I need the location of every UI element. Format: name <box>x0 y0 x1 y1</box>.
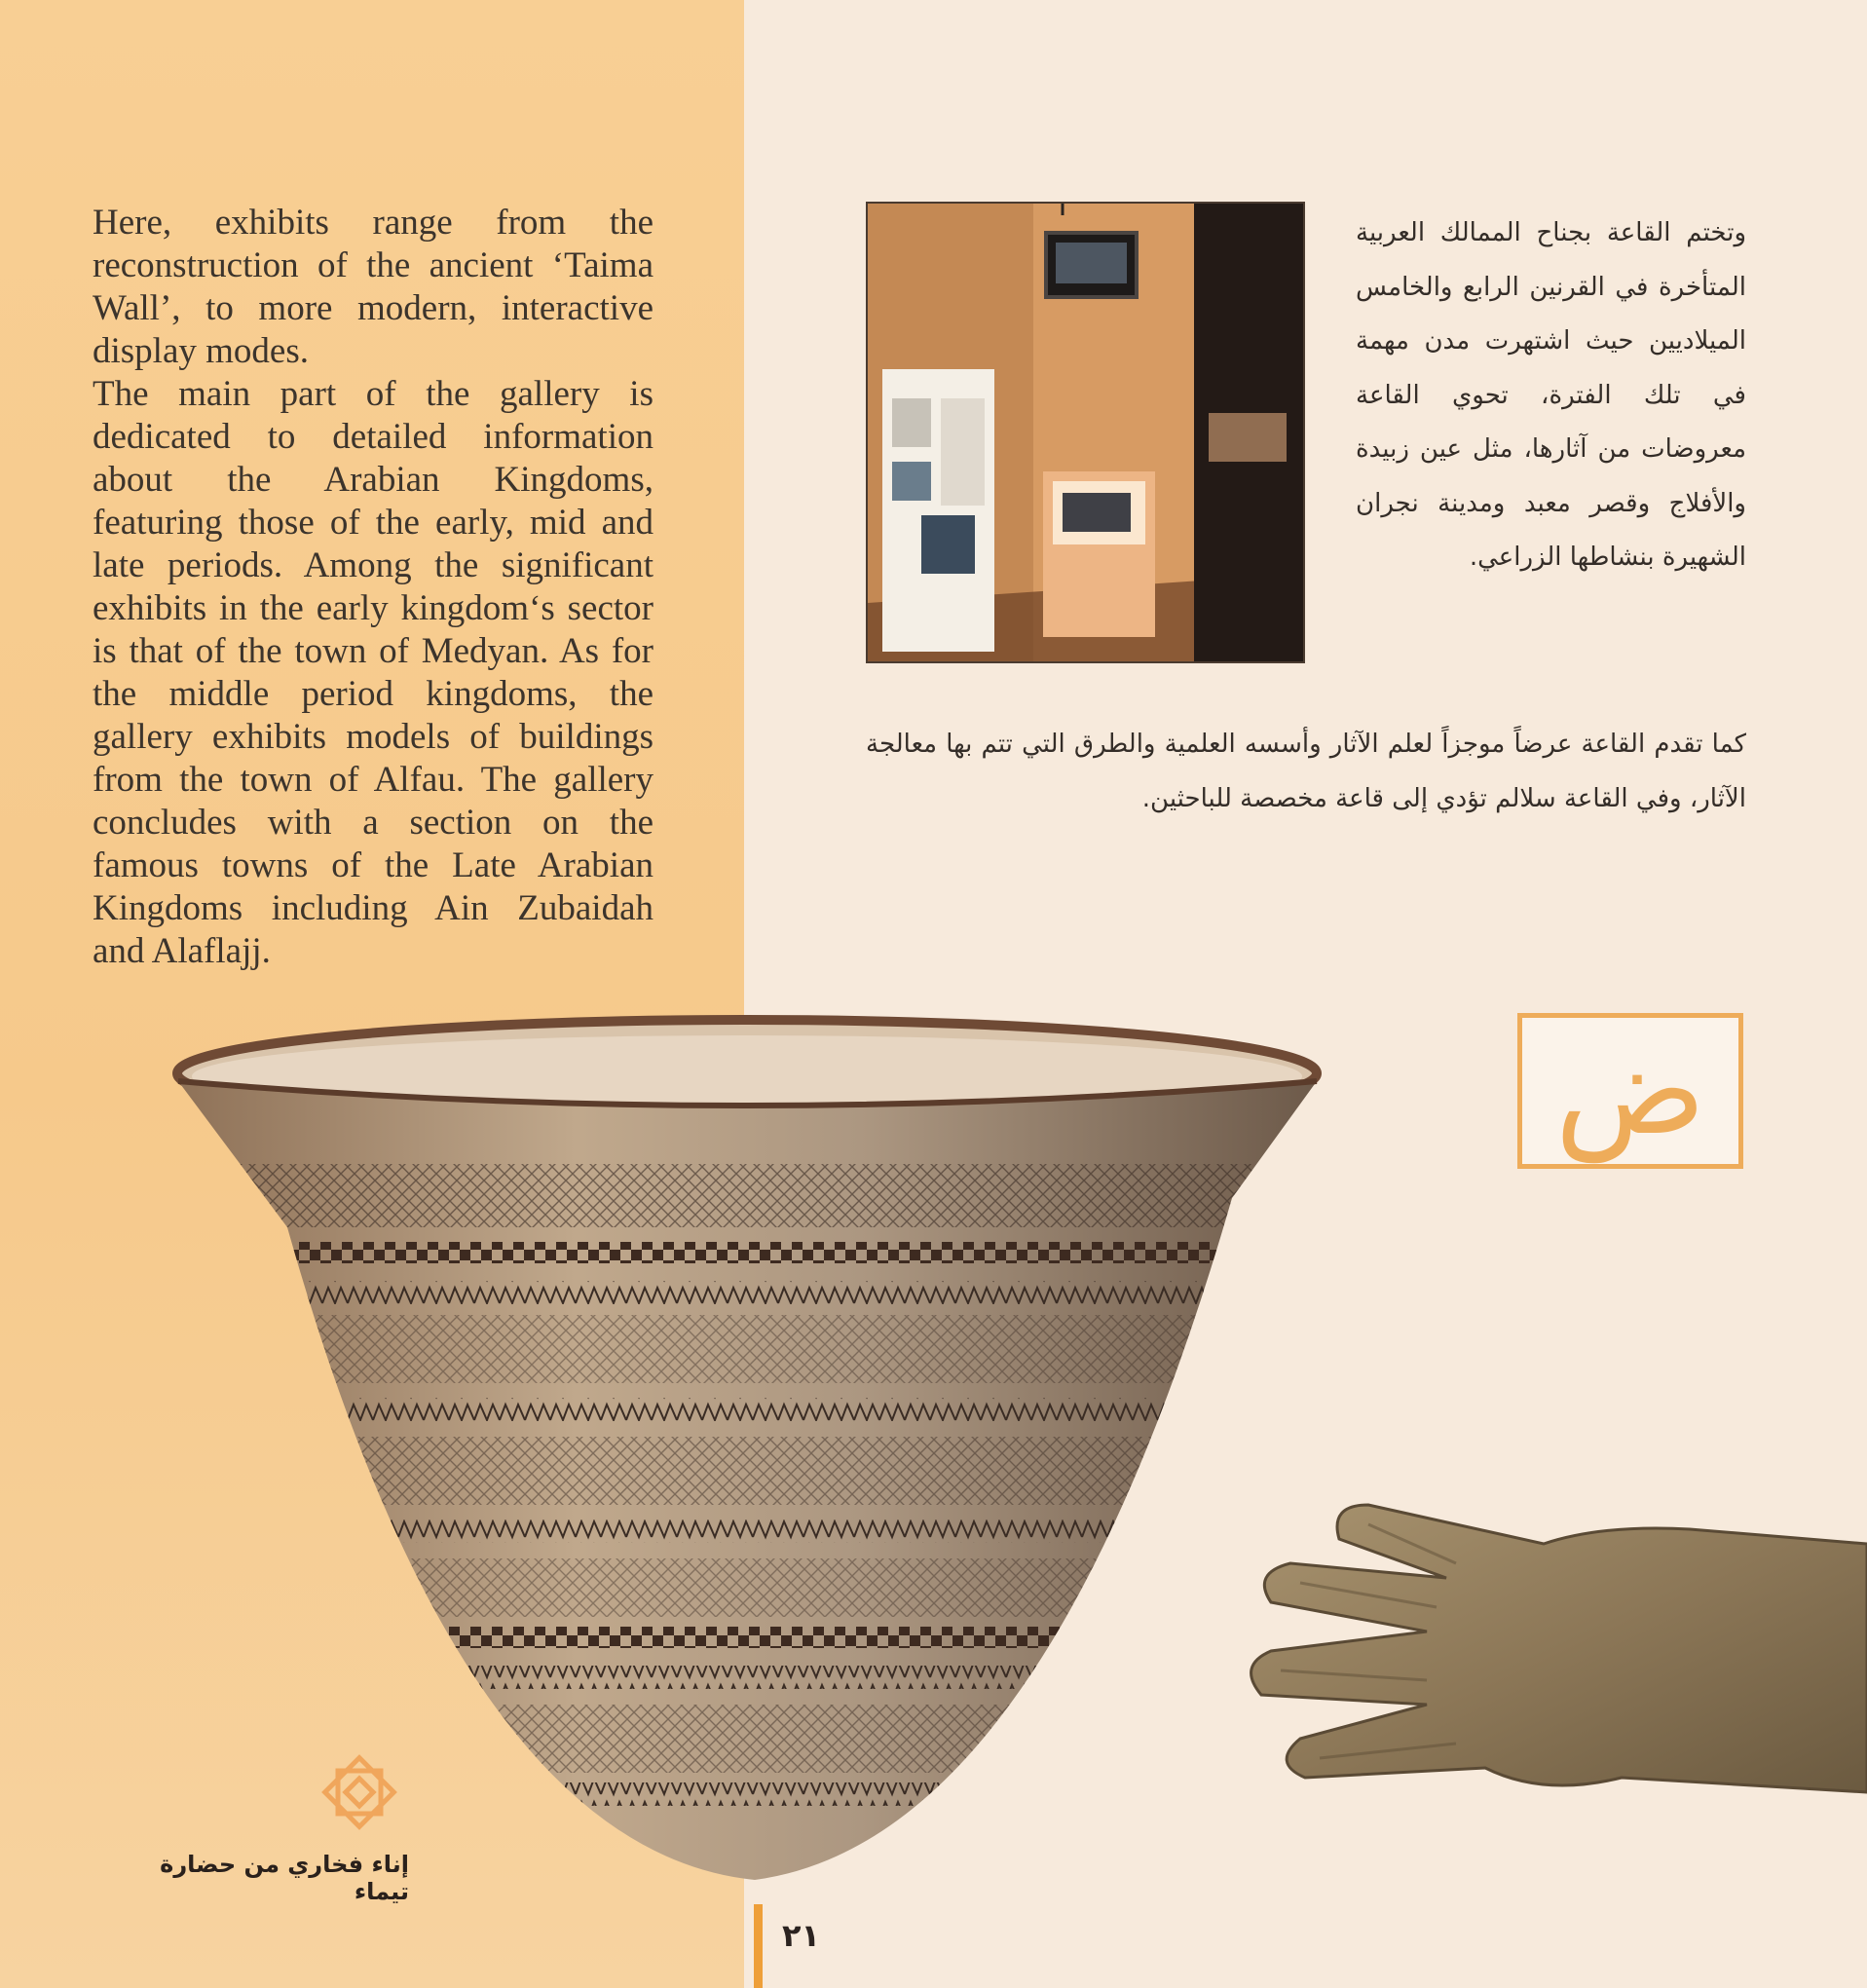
letter-text: ض <box>1554 1018 1706 1163</box>
english-paragraph-2: The main part of the gallery is dedicated to detailed information about the Arabian Kingdoms, featuring those of the early, mid and late periods. Among the significant exhibits in the early kingdom‘s sector is that of the town of Medyan. As for the middle period kingdoms, the gallery exhibits models of buildings from the town of Alfau. The gallery concludes with a section on the famous towns of the Late Arabian Kingdoms including Ain Zubaidah and Alaflajj. <box>93 374 653 971</box>
page-number-bar <box>754 1904 763 1988</box>
letter-box <box>1517 1013 1743 1169</box>
gallery-photo-illustration <box>868 204 1303 661</box>
emblem-icon <box>320 1753 398 1831</box>
arabic-paragraph-2: كما تقدم القاعة عرضاً موجزاً لعلم الآثار وأسسه العلمية والطرق التي تتم بها معالجة الآثار، وفي القاعة سلالم تؤدي إلى قاعة مخصصة للباحثين. <box>866 730 1746 813</box>
gallery-photo <box>866 202 1305 663</box>
arabic-paragraph-1: وتختم القاعة بجناح الممالك العربية المتأخرة في القرنين الرابع والخامس الميلاديين حيث اشتهرت مدن مهمة في تلك الفترة، تحوي القاعة معروضات من آثارها، مثل عين زبيدة والأفلاج وقصر معبد ومدينة نجران الشهيرة بنشاطها الزراعي. <box>1356 218 1746 572</box>
english-paragraph-1: Here, exhibits range from the reconstruction of the ancient ‘Taima Wall’, to more modern, interactive display modes. <box>93 203 653 371</box>
bowl-caption: إناء فخاري من حضارة تيماء <box>160 1851 409 1905</box>
letter-glyph <box>1522 1018 1738 1164</box>
hand-artifact-image <box>1232 1485 1867 1836</box>
page-number: ٢١ <box>782 1917 821 1954</box>
